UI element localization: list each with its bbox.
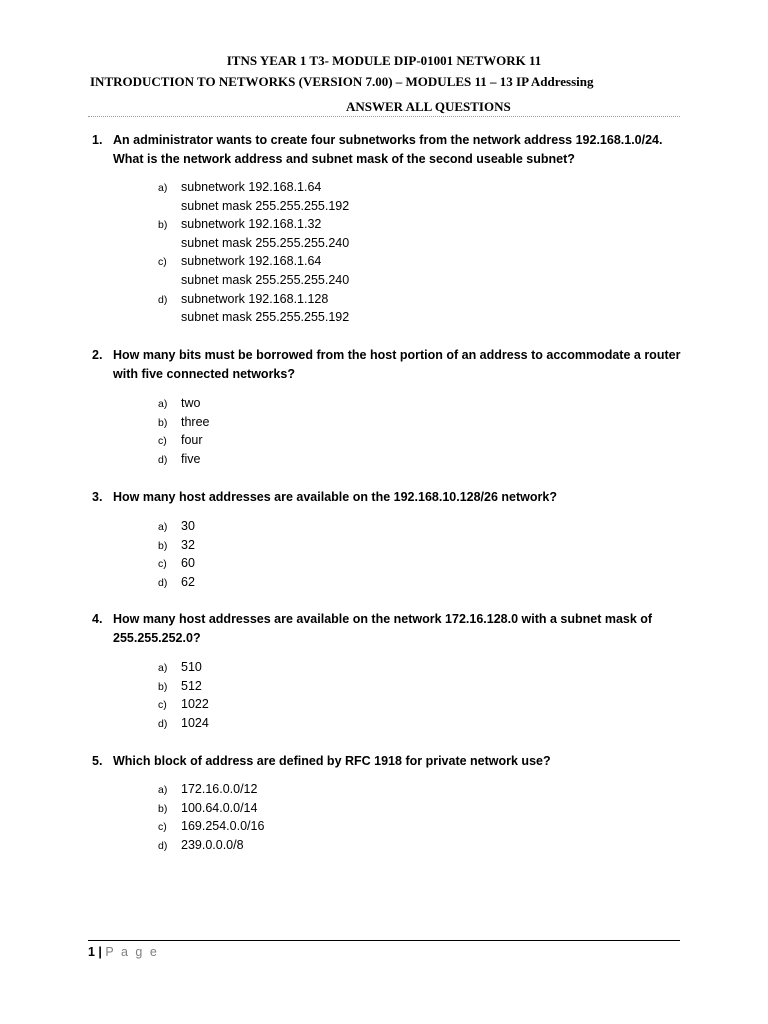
option-b (158, 536, 558, 555)
option-letter: c) (158, 256, 167, 269)
page-footer (88, 945, 159, 959)
option-letter: b) (158, 539, 168, 552)
question-text: How many host addresses are available on the network 172.16.128.0 with a subnet mask of 255.255.252.0? (113, 612, 653, 645)
option-letter: c) (158, 558, 167, 571)
option-text: two (181, 396, 201, 410)
option-letter: b) (158, 802, 168, 815)
option-text: four (181, 433, 203, 448)
option-text: 1024 (181, 715, 209, 730)
option-d (158, 290, 558, 309)
option-text: subnetwork 192.168.1.64 (181, 254, 322, 269)
option-letter: a) (158, 182, 168, 194)
option-letter: c) (158, 821, 167, 834)
option-letter: d) (158, 839, 168, 852)
question-4-options (158, 658, 558, 732)
option-c (158, 817, 558, 836)
option-c-cont (158, 271, 558, 290)
option-text: subnet mask 255.255.255.192 (181, 310, 350, 325)
page-label: P a g e (105, 945, 159, 959)
option-text: subnet mask 255.255.255.240 (181, 272, 350, 287)
option-letter: b) (158, 416, 168, 429)
option-text: subnetwork 192.168.1.64 (181, 180, 322, 194)
option-text: subnet mask 255.255.255.192 (181, 198, 350, 213)
option-text: 1022 (181, 697, 209, 712)
option-text: 239.0.0.0/8 (181, 837, 244, 852)
option-letter: b) (158, 680, 168, 693)
option-d (158, 450, 558, 469)
question-2-options (158, 394, 558, 468)
footer-divider (88, 940, 680, 941)
option-letter: a) (158, 521, 168, 533)
option-text: 172.16.0.0/12 (181, 782, 258, 796)
option-a-cont (158, 197, 558, 216)
option-a (158, 658, 558, 677)
option-letter: a) (158, 662, 168, 674)
option-text: 32 (181, 537, 195, 552)
option-text: 62 (181, 574, 195, 589)
option-a (158, 178, 558, 197)
option-b (158, 413, 558, 432)
question-1-options (158, 178, 558, 327)
option-text: subnetwork 192.168.1.32 (181, 217, 322, 232)
option-letter: a) (158, 398, 168, 410)
option-b (158, 215, 558, 234)
option-b (158, 677, 558, 696)
header-divider (88, 116, 680, 117)
option-b (158, 799, 558, 818)
instructions-heading: ANSWER ALL QUESTIONS (346, 99, 511, 114)
option-text: 169.254.0.0/16 (181, 819, 265, 834)
question-5-options (158, 780, 558, 854)
option-letter: c) (158, 699, 167, 712)
option-text: 30 (181, 519, 195, 533)
option-a (158, 517, 558, 536)
document-title: ITNS YEAR 1 T3- MODULE DIP-01001 NETWORK 11 (226, 53, 542, 68)
question-text: How many bits must be borrowed from the host portion of an address to accommodate a router with five connected networks? (113, 348, 681, 381)
option-text: 60 (181, 556, 195, 571)
option-letter: d) (158, 576, 168, 589)
option-d-cont (158, 308, 558, 327)
option-letter: d) (158, 293, 168, 306)
option-text: three (181, 414, 210, 429)
question-number: 2. (92, 348, 103, 362)
option-a (158, 780, 558, 799)
option-text: five (181, 451, 201, 466)
question-number: 1. (92, 133, 103, 147)
option-text: subnetwork 192.168.1.128 (181, 291, 329, 306)
option-text: 510 (181, 660, 202, 674)
question-number: 4. (92, 612, 103, 626)
option-d (158, 573, 558, 592)
option-text: subnet mask 255.255.255.240 (181, 235, 350, 250)
option-letter: b) (158, 219, 168, 232)
option-text: 100.64.0.0/14 (181, 800, 258, 815)
option-letter: a) (158, 784, 168, 796)
option-letter: c) (158, 435, 167, 448)
question-text: How many host addresses are available on the 192.168.10.128/26 network? (113, 490, 557, 504)
option-text: 512 (181, 678, 202, 693)
option-a (158, 394, 558, 413)
question-number: 3. (92, 490, 103, 504)
option-c (158, 431, 558, 450)
page-number: 1 | (88, 945, 102, 959)
option-letter: d) (158, 717, 168, 730)
option-c (158, 252, 558, 271)
option-letter: d) (158, 453, 168, 466)
option-b-cont (158, 234, 558, 253)
question-3-options (158, 517, 558, 591)
document-subtitle: INTRODUCTION TO NETWORKS (VERSION 7.00) – MODULES 11 – 13 IP Addressing (90, 74, 594, 89)
question-text: An administrator wants to create four subnetworks from the network address 192.168.1.0/24. What is the network address and subnet mask of the second useable subnet? (113, 133, 663, 166)
option-c (158, 695, 558, 714)
option-c (158, 554, 558, 573)
question-number: 5. (92, 754, 103, 768)
option-d (158, 714, 558, 733)
option-d (158, 836, 558, 855)
question-text: Which block of address are defined by RFC 1918 for private network use? (113, 754, 551, 768)
